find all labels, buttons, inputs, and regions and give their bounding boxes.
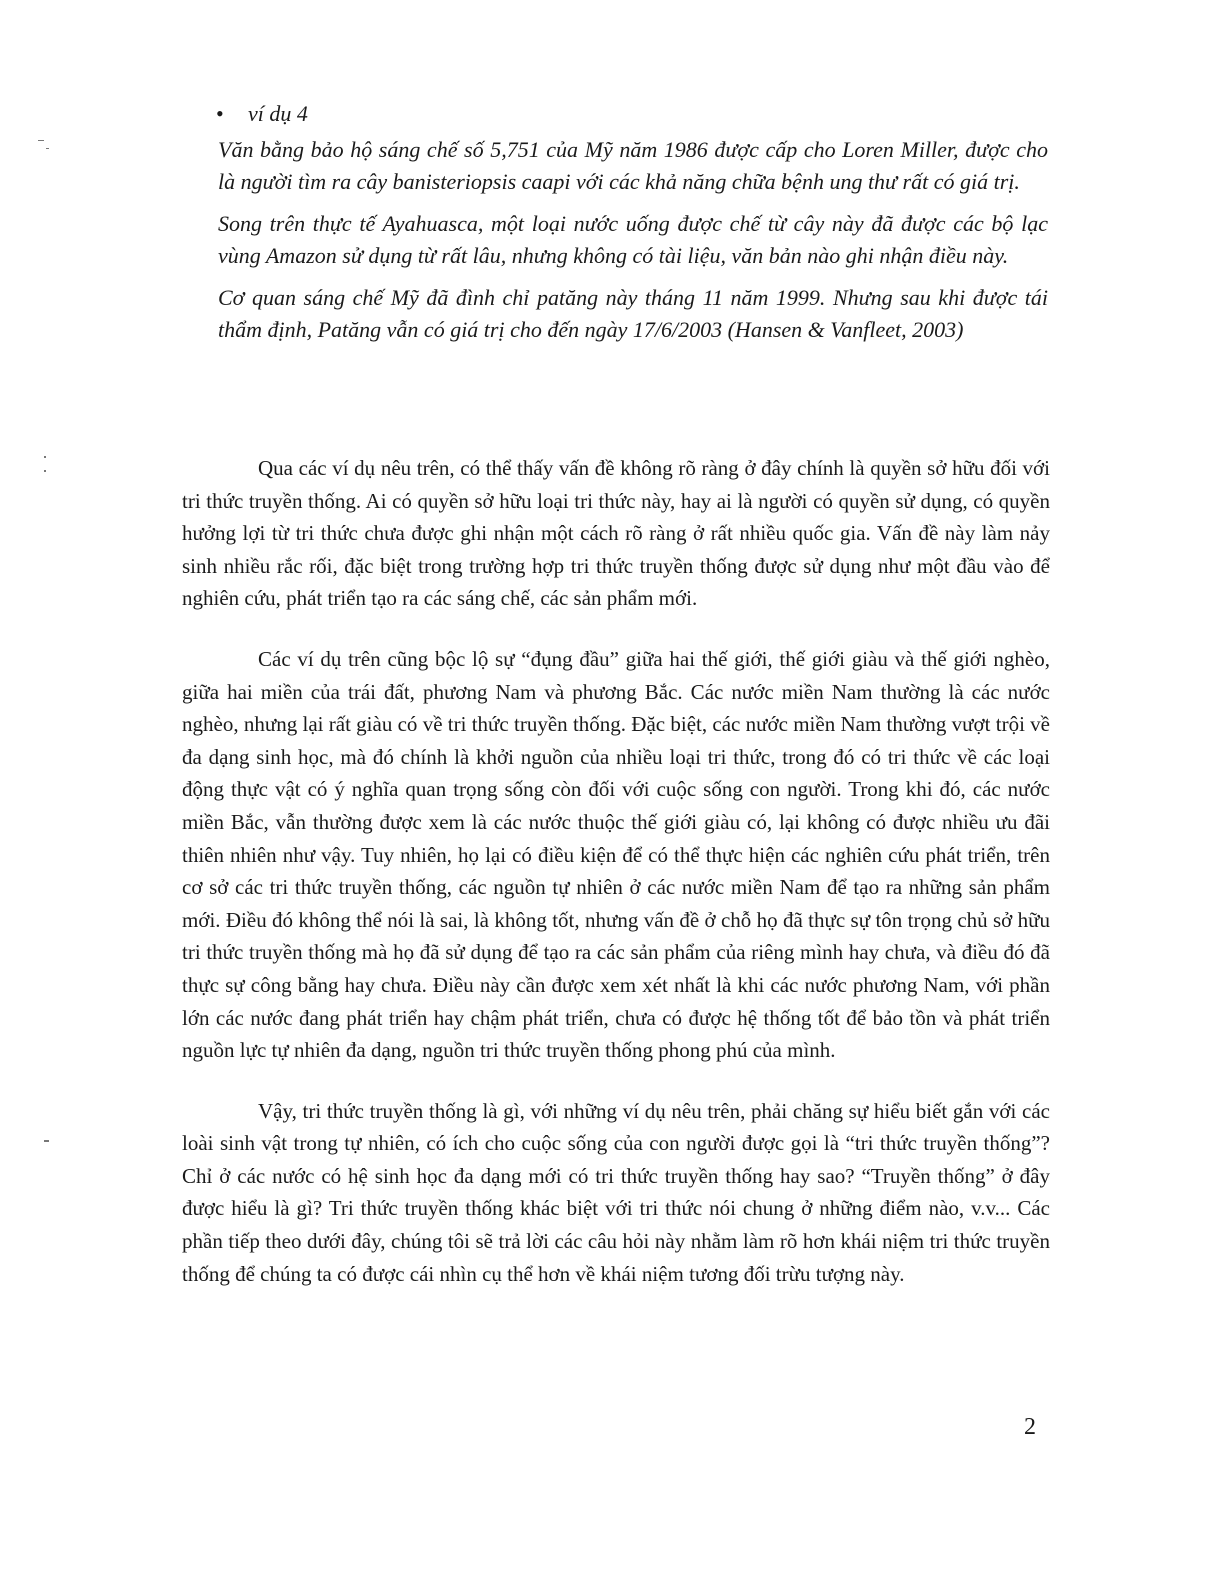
example-paragraph: Song trên thực tế Ayahuasca, một loại nước uống được chế từ cây này đã được các bộ lạc vùng Amazon sử dụng từ rất lâu, nhưng không có tài liệu, văn bản nào ghi nhận điều này. [218, 211, 1048, 268]
body-paragraph: Qua các ví dụ nêu trên, có thể thấy vấn đề không rõ ràng ở đây chính là quyền sở hữu đối với tri thức truyền thống. Ai có quyền sở hữu loại tri thức này, hay ai là người có quyền sử dụng, có quyền hưởng lợi từ tri thức chưa được ghi nhận một cách rõ ràng ở rất nhiều quốc gia. Vấn đề này làm nảy sinh nhiều rắc rối, đặc biệt trong trường hợp tri thức truyền thống được sử dụng như một đầu vào để nghiên cứu, phát triển tạo ra các sáng chế, các sản phẩm mới. [182, 456, 1050, 611]
bullet-icon: • [216, 101, 224, 126]
scan-mark [44, 470, 46, 472]
scan-mark [38, 140, 44, 141]
scan-mark [46, 148, 49, 149]
body-paragraph: Vậy, tri thức truyền thống là gì, với những ví dụ nêu trên, phải chăng sự hiểu biết gắn với các loài sinh vật trong tự nhiên, có ích cho cuộc sống của con người được gọi là “tri thức truyền thống”? Chỉ ở các nước có hệ sinh học đa dạng mới có tri thức truyền thống hay sao? “Truyền thống” ở đây được hiểu là gì? Tri thức truyền thống khác biệt với tri thức nói chung ở những điểm nào, v.v... Các phần tiếp theo dưới đây, chúng tôi sẽ trả lời các câu hỏi này nhằm làm rõ hơn khái niệm tri thức truyền thống để chúng ta có được cái nhìn cụ thể hơn về khái niệm tương đối trừu tượng này. [182, 1098, 1050, 1286]
example-heading-line [216, 98, 1048, 130]
body-text [182, 452, 1050, 1318]
page-number: 2 [1024, 1414, 1036, 1440]
example-paragraph: Văn bằng bảo hộ sáng chế số 5,751 của Mỹ năm 1986 được cấp cho Loren Miller, được cho là người tìm ra cây banisteriopsis caapi với các khả năng chữa bệnh ung thư rất có giá trị. [218, 137, 1048, 194]
scan-mark [44, 1140, 49, 1142]
example-block [218, 98, 1048, 356]
example-paragraph: Cơ quan sáng chế Mỹ đã đình chỉ patăng này tháng 11 năm 1999. Nhưng sau khi được tái thẩm định, Patăng vẫn có giá trị cho đến ngày 17/6/2003 (Hansen & Vanfleet, 2003) [218, 285, 1048, 342]
scan-mark [44, 456, 46, 458]
body-paragraph: Các ví dụ trên cũng bộc lộ sự “đụng đầu” giữa hai thế giới, thế giới giàu và thế giới nghèo, giữa hai miền của trái đất, phương Nam và phương Bắc. Các nước miền Nam thường là các nước nghèo, nhưng lại rất giàu có về tri thức truyền thống. Đặc biệt, các nước miền Nam thường vượt trội về đa dạng sinh học, mà đó chính là khởi nguồn của nhiều loại tri thức, trong đó có tri thức về các loại động thực vật có ý nghĩa quan trọng sống còn đối với cuộc sống con người. Trong khi đó, các nước miền Bắc, vẫn thường được xem là các nước thuộc thế giới giàu có, lại không có được nhiều ưu đãi thiên nhiên như vậy. Tuy nhiên, họ lại có điều kiện để có thể thực hiện các nghiên cứu phát triển, trên cơ sở các tri thức truyền thống, các nguồn tự nhiên ở các nước miền Nam để tạo ra những sản phẩm mới. Điều đó không thể nói là sai, là không tốt, nhưng vấn đề ở chỗ họ đã thực sự tôn trọng chủ sở hữu tri thức truyền thống mà họ đã sử dụng để tạo ra các sản phẩm của riêng mình hay chưa, và điều đó đã thực sự công bằng hay chưa. Điều này cần được xem xét nhất là khi các nước phương Nam, với phần lớn các nước đang phát triển hay chậm phát triển, chưa có được hệ thống tốt để bảo tồn và phát triển nguồn lực tự nhiên đa dạng, nguồn tri thức truyền thống phong phú của mình. [182, 646, 1050, 1063]
example-heading: ví dụ 4 [248, 101, 308, 126]
